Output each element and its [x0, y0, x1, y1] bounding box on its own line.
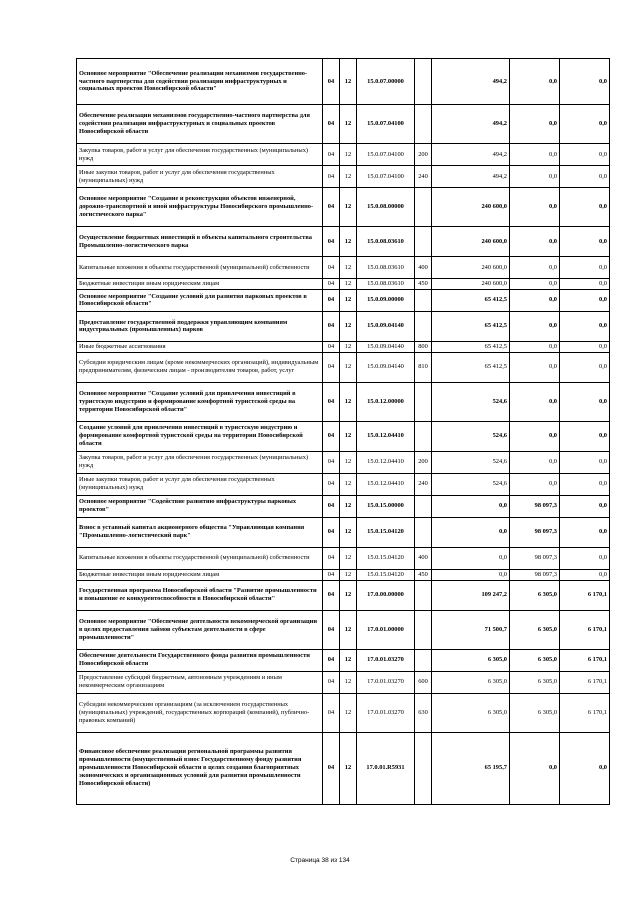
table-row: [77, 341, 610, 352]
item-name-cell: Иные закупки товаров, работ и услуг для обеспечения государственных (муниципальных) нужд: [77, 473, 323, 495]
item-name-cell: Основное мероприятие "Создание условий для привлечения инвестиций в туристскую индустрию и формирование комфортной туристской среды на территории Новосибирской области": [77, 382, 323, 421]
section-code-cell: 04: [323, 352, 340, 382]
amount-year1-cell: 524,6: [432, 421, 510, 451]
amount-year1-cell: 494,2: [432, 166, 510, 188]
expense-type-cell: [415, 227, 432, 257]
table-row: [77, 569, 610, 580]
target-article-cell: 15.0.07.04100: [357, 105, 415, 144]
amount-year1-cell: 6 305,0: [432, 649, 510, 671]
table-row: [77, 671, 610, 693]
subsection-code-cell: 12: [340, 105, 357, 144]
section-code-cell: 04: [323, 649, 340, 671]
table-row: [77, 352, 610, 382]
amount-year1-cell: 0,0: [432, 495, 510, 517]
amount-year1-cell: 0,0: [432, 569, 510, 580]
amount-year1-cell: 494,2: [432, 59, 510, 105]
expense-type-cell: 800: [415, 341, 432, 352]
amount-year3-cell: 0,0: [560, 144, 610, 166]
subsection-code-cell: 12: [340, 352, 357, 382]
target-article-cell: 15.0.15.04120: [357, 569, 415, 580]
section-code-cell: 04: [323, 166, 340, 188]
amount-year3-cell: 0,0: [560, 227, 610, 257]
amount-year2-cell: 0,0: [510, 473, 560, 495]
target-article-cell: 17.0.01.R5931: [357, 732, 415, 804]
amount-year2-cell: 6 305,0: [510, 671, 560, 693]
subsection-code-cell: 12: [340, 144, 357, 166]
amount-year2-cell: 0,0: [510, 166, 560, 188]
section-code-cell: 04: [323, 311, 340, 341]
section-code-cell: 04: [323, 580, 340, 610]
amount-year1-cell: 0,0: [432, 547, 510, 569]
subsection-code-cell: 12: [340, 547, 357, 569]
item-name-cell: Закупка товаров, работ и услуг для обеспечения государственных (муниципальных) нужд: [77, 144, 323, 166]
item-name-cell: Капитальные вложения в объекты государственной (муниципальной) собственности: [77, 257, 323, 279]
section-code-cell: 04: [323, 671, 340, 693]
item-name-cell: Основное мероприятие "Обеспечение реализации механизмов государственно-частного партнерства для содействия реализации инфраструктурных и социальных проектов Новосибирской области": [77, 59, 323, 105]
table-row: [77, 382, 610, 421]
amount-year2-cell: 0,0: [510, 341, 560, 352]
amount-year2-cell: 0,0: [510, 105, 560, 144]
subsection-code-cell: 12: [340, 341, 357, 352]
section-code-cell: 04: [323, 188, 340, 227]
amount-year1-cell: 240 600,0: [432, 188, 510, 227]
item-name-cell: Обеспечение деятельности Государственного фонда развития промышленности Новосибирской области: [77, 649, 323, 671]
amount-year2-cell: 0,0: [510, 732, 560, 804]
table-row: [77, 732, 610, 804]
amount-year1-cell: 240 600,0: [432, 279, 510, 290]
section-code-cell: 04: [323, 289, 340, 311]
item-name-cell: Основное мероприятие "Содействие развитию инфраструктуры парковых проектов": [77, 495, 323, 517]
expense-type-cell: 450: [415, 569, 432, 580]
table-row: [77, 311, 610, 341]
expense-type-cell: 630: [415, 693, 432, 732]
subsection-code-cell: 12: [340, 227, 357, 257]
expense-type-cell: 450: [415, 279, 432, 290]
subsection-code-cell: 12: [340, 188, 357, 227]
table-row: [77, 473, 610, 495]
item-name-cell: Закупка товаров, работ и услуг для обеспечения государственных (муниципальных) нужд: [77, 451, 323, 473]
amount-year1-cell: 524,6: [432, 473, 510, 495]
target-article-cell: 15.0.08.03610: [357, 257, 415, 279]
target-article-cell: 15.0.08.03610: [357, 227, 415, 257]
section-code-cell: 04: [323, 382, 340, 421]
expense-type-cell: [415, 59, 432, 105]
amount-year3-cell: 0,0: [560, 732, 610, 804]
amount-year2-cell: 98 097,3: [510, 569, 560, 580]
amount-year2-cell: 0,0: [510, 289, 560, 311]
section-code-cell: 04: [323, 279, 340, 290]
amount-year3-cell: 0,0: [560, 311, 610, 341]
table-row: [77, 166, 610, 188]
target-article-cell: 15.0.08.00000: [357, 188, 415, 227]
amount-year1-cell: 65 412,5: [432, 352, 510, 382]
amount-year3-cell: 0,0: [560, 59, 610, 105]
item-name-cell: Предоставление субсидий бюджетным, автономным учреждениям и иным некоммерческим организациям: [77, 671, 323, 693]
target-article-cell: 15.0.08.03610: [357, 279, 415, 290]
subsection-code-cell: 12: [340, 569, 357, 580]
table-row: [77, 495, 610, 517]
subsection-code-cell: 12: [340, 517, 357, 547]
amount-year3-cell: 0,0: [560, 257, 610, 279]
section-code-cell: 04: [323, 495, 340, 517]
section-code-cell: 04: [323, 421, 340, 451]
amount-year2-cell: 0,0: [510, 279, 560, 290]
expense-type-cell: [415, 289, 432, 311]
table-body: [77, 59, 610, 805]
expense-type-cell: 240: [415, 473, 432, 495]
amount-year3-cell: 0,0: [560, 517, 610, 547]
subsection-code-cell: 12: [340, 257, 357, 279]
amount-year3-cell: 0,0: [560, 352, 610, 382]
subsection-code-cell: 12: [340, 166, 357, 188]
table-row: [77, 693, 610, 732]
expense-type-cell: 400: [415, 257, 432, 279]
expense-type-cell: 240: [415, 166, 432, 188]
target-article-cell: 17.0.01.03270: [357, 649, 415, 671]
target-article-cell: 15.0.07.00000: [357, 59, 415, 105]
subsection-code-cell: 12: [340, 311, 357, 341]
amount-year3-cell: 0,0: [560, 279, 610, 290]
table-row: [77, 227, 610, 257]
subsection-code-cell: 12: [340, 732, 357, 804]
item-name-cell: Создание условий для привлечения инвестиций в туристскую индустрию и формирование комфортной туристской среды на территории Новосибирской области: [77, 421, 323, 451]
amount-year3-cell: 0,0: [560, 382, 610, 421]
table-row: [77, 451, 610, 473]
amount-year1-cell: 71 500,7: [432, 610, 510, 649]
amount-year1-cell: 524,6: [432, 451, 510, 473]
table-row: [77, 59, 610, 105]
expense-type-cell: [415, 311, 432, 341]
amount-year1-cell: 494,2: [432, 144, 510, 166]
section-code-cell: 04: [323, 144, 340, 166]
amount-year2-cell: 0,0: [510, 311, 560, 341]
target-article-cell: 15.0.09.00000: [357, 289, 415, 311]
item-name-cell: Бюджетные инвестиции иным юридическим лицам: [77, 279, 323, 290]
target-article-cell: 15.0.15.04120: [357, 517, 415, 547]
amount-year2-cell: 6 305,0: [510, 693, 560, 732]
subsection-code-cell: 12: [340, 289, 357, 311]
item-name-cell: Предоставление государственной поддержки управляющим компаниям индустриальных (промышленных) парков: [77, 311, 323, 341]
amount-year2-cell: 0,0: [510, 382, 560, 421]
expense-type-cell: 200: [415, 144, 432, 166]
amount-year3-cell: 6 170,1: [560, 693, 610, 732]
amount-year3-cell: 0,0: [560, 421, 610, 451]
subsection-code-cell: 12: [340, 279, 357, 290]
section-code-cell: 04: [323, 547, 340, 569]
target-article-cell: 15.0.12.00000: [357, 382, 415, 421]
item-name-cell: Основное мероприятие "Создание и реконструкция объектов инженерной, дорожно-транспортной и иной инфраструктуры Новосибирского промышленно-логистического парка": [77, 188, 323, 227]
amount-year1-cell: 6 305,0: [432, 671, 510, 693]
section-code-cell: 04: [323, 517, 340, 547]
section-code-cell: 04: [323, 473, 340, 495]
amount-year2-cell: 6 305,0: [510, 649, 560, 671]
subsection-code-cell: 12: [340, 610, 357, 649]
target-article-cell: 17.0.01.00000: [357, 610, 415, 649]
target-article-cell: 17.0.01.03270: [357, 693, 415, 732]
amount-year1-cell: 240 600,0: [432, 257, 510, 279]
subsection-code-cell: 12: [340, 693, 357, 732]
amount-year2-cell: 0,0: [510, 59, 560, 105]
amount-year2-cell: 6 305,0: [510, 610, 560, 649]
subsection-code-cell: 12: [340, 495, 357, 517]
table-row: [77, 144, 610, 166]
target-article-cell: 17.0.00.00000: [357, 580, 415, 610]
budget-table: [76, 58, 610, 805]
table-row: [77, 279, 610, 290]
subsection-code-cell: 12: [340, 580, 357, 610]
table-row: [77, 421, 610, 451]
section-code-cell: 04: [323, 693, 340, 732]
item-name-cell: Взнос в уставный капитал акционерного общества "Управляющая компания "Промышленно-логистический парк": [77, 517, 323, 547]
expense-type-cell: [415, 517, 432, 547]
target-article-cell: 15.0.15.00000: [357, 495, 415, 517]
section-code-cell: 04: [323, 451, 340, 473]
item-name-cell: Финансовое обеспечение реализации региональной программы развития промышленности (имущественный взнос Государственному фонду развития промышленности Новосибирской области в целях создания благоприятных экономических и организационных условий для развития промышленности Новосибирской области): [77, 732, 323, 804]
amount-year3-cell: 0,0: [560, 451, 610, 473]
target-article-cell: 15.0.07.04100: [357, 144, 415, 166]
expense-type-cell: [415, 732, 432, 804]
amount-year2-cell: 0,0: [510, 144, 560, 166]
amount-year1-cell: 65 412,5: [432, 341, 510, 352]
amount-year3-cell: 0,0: [560, 473, 610, 495]
table-row: [77, 547, 610, 569]
subsection-code-cell: 12: [340, 451, 357, 473]
target-article-cell: 15.0.12.04410: [357, 473, 415, 495]
expense-type-cell: 600: [415, 671, 432, 693]
expense-type-cell: 810: [415, 352, 432, 382]
table-row: [77, 580, 610, 610]
amount-year3-cell: 0,0: [560, 289, 610, 311]
section-code-cell: 04: [323, 569, 340, 580]
amount-year3-cell: 0,0: [560, 166, 610, 188]
amount-year2-cell: 98 097,3: [510, 547, 560, 569]
amount-year1-cell: 494,2: [432, 105, 510, 144]
amount-year1-cell: 524,6: [432, 382, 510, 421]
amount-year2-cell: 0,0: [510, 451, 560, 473]
table-row: [77, 105, 610, 144]
amount-year1-cell: 65 412,5: [432, 289, 510, 311]
amount-year3-cell: 6 170,1: [560, 671, 610, 693]
item-name-cell: Бюджетные инвестиции иным юридическим лицам: [77, 569, 323, 580]
subsection-code-cell: 12: [340, 382, 357, 421]
amount-year3-cell: 0,0: [560, 495, 610, 517]
section-code-cell: 04: [323, 341, 340, 352]
target-article-cell: 15.0.12.04410: [357, 451, 415, 473]
amount-year3-cell: 6 170,1: [560, 580, 610, 610]
subsection-code-cell: 12: [340, 59, 357, 105]
target-article-cell: 15.0.07.04100: [357, 166, 415, 188]
expense-type-cell: [415, 649, 432, 671]
amount-year1-cell: 0,0: [432, 517, 510, 547]
expense-type-cell: [415, 580, 432, 610]
item-name-cell: Осуществление бюджетных инвестиций в объекты капитального строительства Промышленно-логистического парка: [77, 227, 323, 257]
expense-type-cell: [415, 382, 432, 421]
section-code-cell: 04: [323, 732, 340, 804]
amount-year3-cell: 0,0: [560, 341, 610, 352]
expense-type-cell: 400: [415, 547, 432, 569]
section-code-cell: 04: [323, 257, 340, 279]
expense-type-cell: [415, 188, 432, 227]
table-row: [77, 649, 610, 671]
target-article-cell: 15.0.09.04140: [357, 341, 415, 352]
item-name-cell: Основное мероприятие "Создание условий для развития парковых проектов в Новосибирской области": [77, 289, 323, 311]
subsection-code-cell: 12: [340, 473, 357, 495]
item-name-cell: Обеспечение реализации механизмов государственно-частного партнерства для содействия реализации инфраструктурных и социальных проектов Новосибирской области: [77, 105, 323, 144]
section-code-cell: 04: [323, 610, 340, 649]
target-article-cell: 15.0.09.04140: [357, 311, 415, 341]
page-number: Страница 38 из 134: [290, 857, 350, 864]
amount-year1-cell: 65 412,5: [432, 311, 510, 341]
amount-year3-cell: 0,0: [560, 547, 610, 569]
amount-year1-cell: 6 305,0: [432, 693, 510, 732]
amount-year3-cell: 6 170,1: [560, 649, 610, 671]
expense-type-cell: [415, 105, 432, 144]
item-name-cell: Иные бюджетные ассигнования: [77, 341, 323, 352]
amount-year1-cell: 109 247,2: [432, 580, 510, 610]
table-row: [77, 257, 610, 279]
expense-type-cell: [415, 610, 432, 649]
amount-year2-cell: 6 305,0: [510, 580, 560, 610]
amount-year3-cell: 0,0: [560, 105, 610, 144]
section-code-cell: 04: [323, 227, 340, 257]
amount-year3-cell: 0,0: [560, 569, 610, 580]
amount-year2-cell: 98 097,3: [510, 517, 560, 547]
subsection-code-cell: 12: [340, 671, 357, 693]
item-name-cell: Основное мероприятие "Обеспечение деятельности некоммерческой организации в целях предоставления займов субъектам деятельности в сфере промышленности": [77, 610, 323, 649]
expense-type-cell: [415, 495, 432, 517]
item-name-cell: Субсидии некоммерческим организациям (за исключением государственных (муниципальных) учреждений, государственных корпораций (компаний), публично-правовых компаний): [77, 693, 323, 732]
section-code-cell: 04: [323, 105, 340, 144]
table-row: [77, 610, 610, 649]
amount-year2-cell: 98 097,3: [510, 495, 560, 517]
item-name-cell: Государственная программа Новосибирской области "Развитие промышленности и повышение ее конкурентоспособности в Новосибирской области": [77, 580, 323, 610]
amount-year3-cell: 0,0: [560, 188, 610, 227]
amount-year2-cell: 0,0: [510, 352, 560, 382]
item-name-cell: Капитальные вложения в объекты государственной (муниципальной) собственности: [77, 547, 323, 569]
amount-year1-cell: 240 600,0: [432, 227, 510, 257]
amount-year2-cell: 0,0: [510, 227, 560, 257]
item-name-cell: Субсидии юридическим лицам (кроме некоммерческих организаций), индивидуальным предпринимателям, физическим лицам - производителям товаров, работ, услуг: [77, 352, 323, 382]
expense-type-cell: 200: [415, 451, 432, 473]
amount-year2-cell: 0,0: [510, 257, 560, 279]
subsection-code-cell: 12: [340, 649, 357, 671]
amount-year2-cell: 0,0: [510, 421, 560, 451]
table-row: [77, 517, 610, 547]
subsection-code-cell: 12: [340, 421, 357, 451]
target-article-cell: 15.0.09.04140: [357, 352, 415, 382]
table-row: [77, 289, 610, 311]
section-code-cell: 04: [323, 59, 340, 105]
amount-year2-cell: 0,0: [510, 188, 560, 227]
amount-year1-cell: 65 195,7: [432, 732, 510, 804]
table-row: [77, 188, 610, 227]
target-article-cell: 17.0.01.03270: [357, 671, 415, 693]
expense-type-cell: [415, 421, 432, 451]
target-article-cell: 15.0.15.04120: [357, 547, 415, 569]
item-name-cell: Иные закупки товаров, работ и услуг для обеспечения государственных (муниципальных) нужд: [77, 166, 323, 188]
amount-year3-cell: 6 170,1: [560, 610, 610, 649]
target-article-cell: 15.0.12.04410: [357, 421, 415, 451]
